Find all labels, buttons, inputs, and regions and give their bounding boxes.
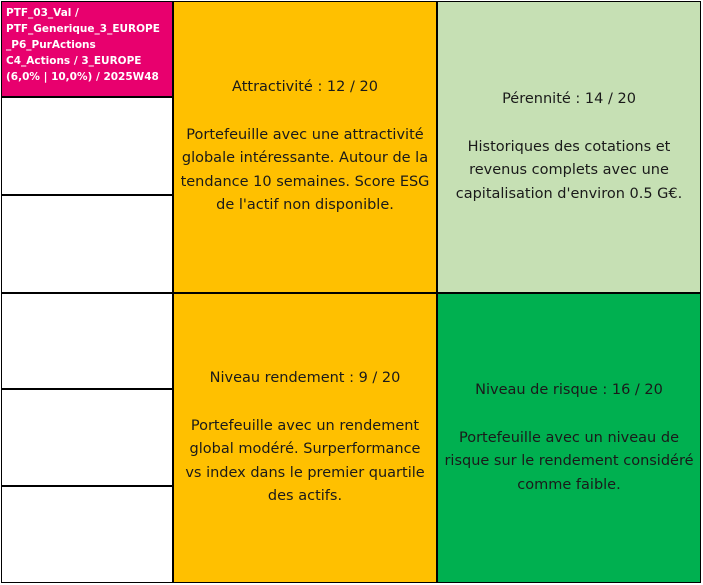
rendement-card <box>173 293 437 583</box>
attractivite-card <box>173 1 437 293</box>
header-line-5: (6,0% | 10,0%) / 2025W48 <box>6 71 159 83</box>
risque-card <box>437 293 701 583</box>
risque-text: Portefeuille avec un niveau de risque sur le rendement considéré comme faible. <box>444 429 694 493</box>
empty-cell-5 <box>1 486 173 583</box>
header-line-1: PTF_03_Val / <box>6 7 79 19</box>
perennite-text: Historiques des cotations et revenus complets avec une capitalisation d'environ 0.5 G€. <box>455 138 683 202</box>
rendement-text: Portefeuille avec un rendement global modéré. Surperformance vs index dans le premier quartile des actifs. <box>185 417 425 505</box>
attractivite-text: Portefeuille avec une attractivité globale intéressante. Autour de la tendance 10 semaines. Score ESG de l'actif non disponible. <box>180 126 430 214</box>
header-line-2: PTF_Generique_3_EUROPE <box>6 23 160 35</box>
empty-cell-4 <box>1 389 173 486</box>
header-line-3: _P6_PurActions <box>6 39 96 51</box>
empty-cell-1 <box>1 97 173 195</box>
empty-cell-3 <box>1 293 173 389</box>
perennite-title: Pérennité : 14 / 20 <box>502 91 636 107</box>
perennite-card <box>437 1 701 293</box>
risque-title: Niveau de risque : 16 / 20 <box>475 382 663 398</box>
attractivite-title: Attractivité : 12 / 20 <box>232 79 378 96</box>
header-line-4: C4_Actions / 3_EUROPE <box>6 55 142 67</box>
portfolio-header <box>1 1 173 97</box>
empty-cell-2 <box>1 195 173 293</box>
rendement-title: Niveau rendement : 9 / 20 <box>209 370 401 387</box>
